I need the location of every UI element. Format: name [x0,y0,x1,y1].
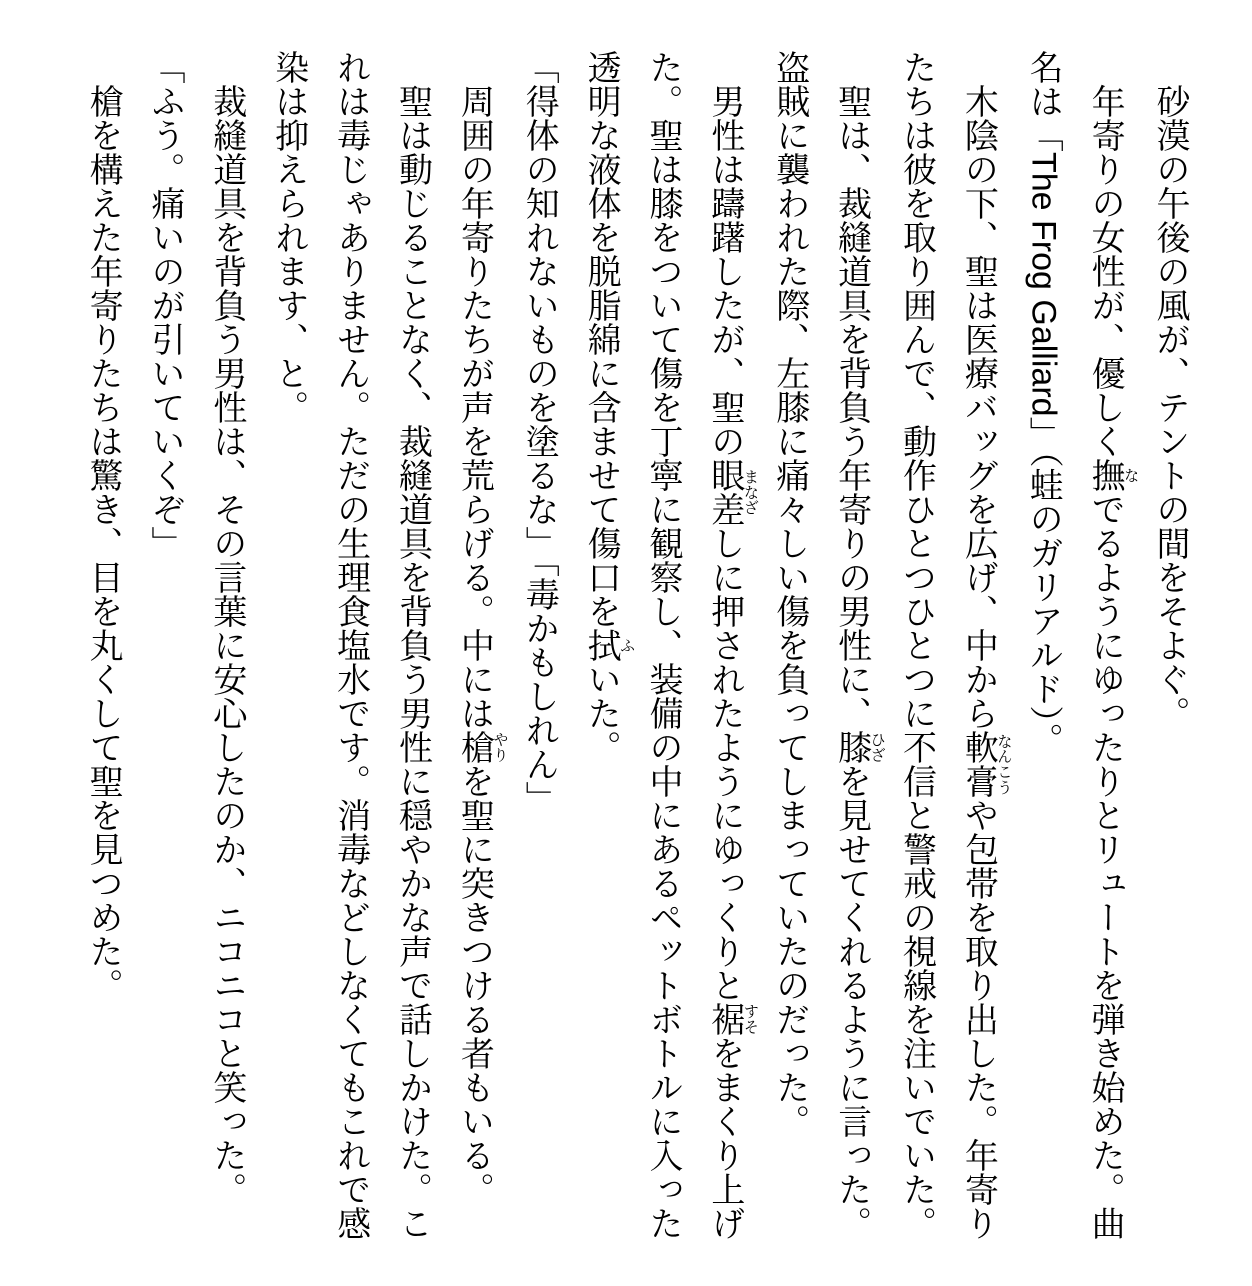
ruby-annotated-word: 軟膏なんこう [959,730,1012,798]
furigana: すそ [741,1002,759,1036]
paragraph-list [40,50,1200,1240]
furigana: なんこう [994,730,1012,798]
paragraph: 年寄りの女性が、優しく撫なでるようにゆったりとリュートを弾き始めた。曲名は「The Frog Galliard」（蛙のガリアルド）。 [1024,50,1139,1240]
paragraph: 砂漠の午後の風が、テントの間をそよぐ。 [1151,84,1189,730]
furigana: ひざ [868,730,886,764]
ruby-annotated-word: 撫な [1086,458,1139,492]
paragraph: 聖は動じることなく、裁縫道具を背負う男性に穏やかな声で話しかけた。これは毒じゃありません。ただの生理食塩水です。消毒などしなくてもこれで感染は抑えられます、と。 [269,50,432,1240]
ruby-annotated-word: 膝ひざ [832,730,886,764]
ruby-annotated-word: 拭ふ [582,628,635,662]
paragraph: 「ふう。痛いのが引いていくぞ」 [146,50,184,560]
paragraph: 裁縫道具を背負う男性は、その言葉に安心したのか、ニコニコと笑った。 [207,84,246,1206]
furigana: な [1121,458,1139,492]
paragraph: 周囲の年寄りたちが声を荒らげる。中には槍やりを聖に突きつける者もいる。 [455,84,508,1206]
furigana: まなざ [741,458,759,526]
ruby-annotated-word: 槍やり [455,730,508,764]
paragraph: 木陰の下、聖は医療バッグを広げ、中から軟膏なんこうや包帯を取り出した。年寄りたちは彼を取り囲んで、動作ひとつひとつに不信と警戒の視線を注いでいた。 [897,50,1012,1240]
furigana: ふ [617,628,635,662]
paragraph: 聖は、裁縫道具を背負う年寄りの男性に、膝ひざを見せてくれるように言った。盗賊に襲われた際、左膝に痛々しい傷を負ってしまっていたのだった。 [770,50,886,1240]
paragraph: 槍を構えた年寄りたちは驚き、目を丸くして聖を見つめた。 [84,84,123,1002]
paragraph: 男性は躊躇したが、聖の眼差まなざしに押されたようにゆっくりと裾すそをまくり上げた。聖は膝をついて傷を丁寧に観察し、装備の中にあるペットボトルに入った透明な液体を脱脂綿に含ませて傷口を拭ふいた。 [582,50,759,1240]
ruby-annotated-word: 眼差まなざ [705,458,759,526]
furigana: やり [490,730,508,764]
ruby-annotated-word: 裾すそ [705,1002,759,1036]
paragraph: 「得体の知れないものを塗るな」「毒かもしれん」 [520,50,559,815]
